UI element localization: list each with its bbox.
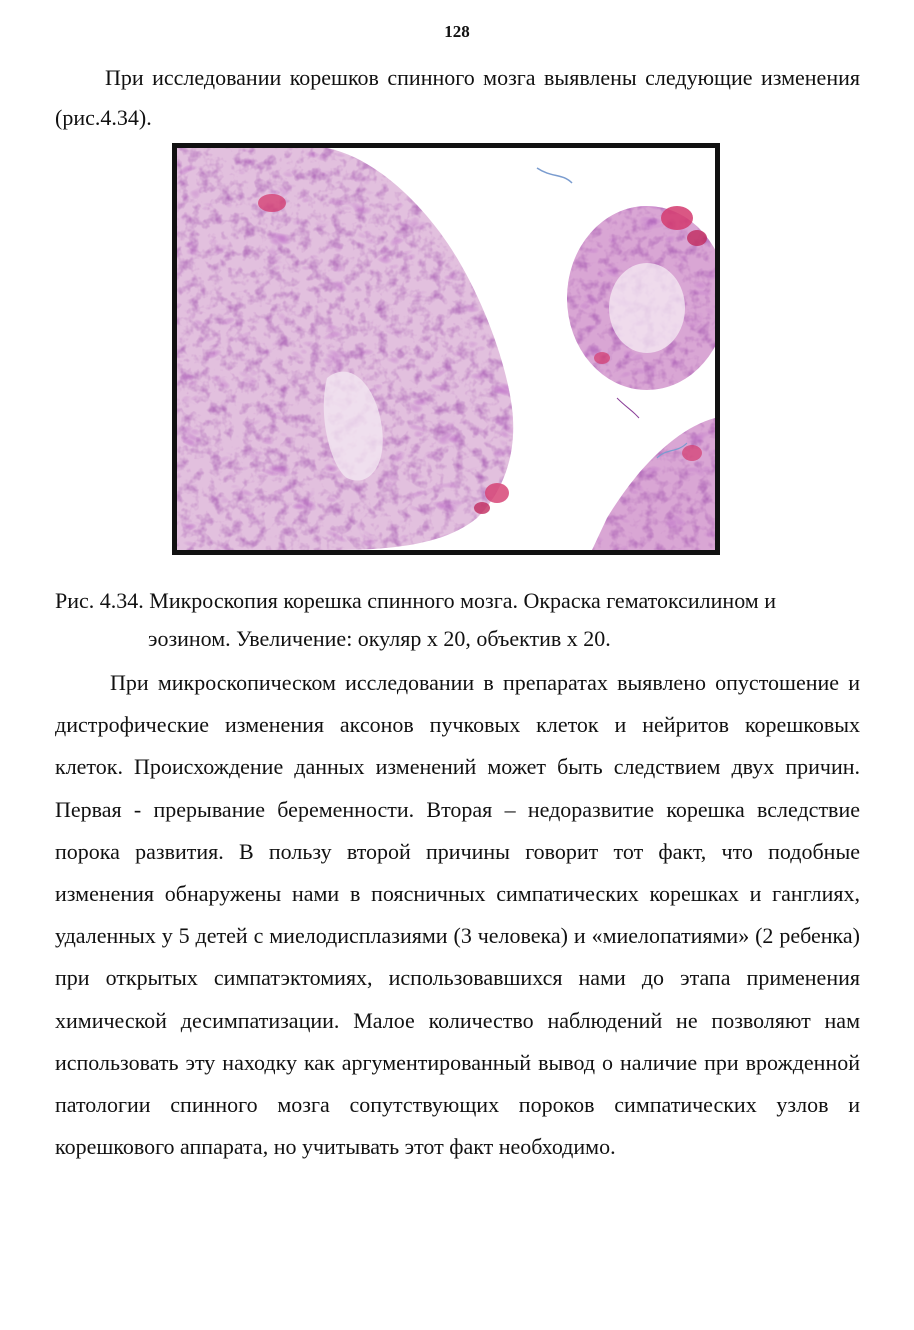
body-paragraph: При микроскопическом исследовании в препаратах выявлено опустошение и дистрофические изменения аксонов пучковых клеток и нейритов корешковых клеток. Происхождение данных изменений может быть следствием двух причин. Первая - прерывание беременности. Вторая – недоразвитие корешка вследствие порока развития. В пользу второй причины говорит тот факт, что подобные изменения обнаружены нами в поясничных симпатических корешках и ганглиях, удаленных у 5 детей с миелодисплазиями (3 человека) и «миелопатиями» (2 ребенка) при открытых симпатэктомиях, использовавшихся нами до этапа применения химической десимпатизации. Малое количество наблюдений не позволяют нам использовать эту находку как аргументированный вывод о наличие при врожденной патологии спинного мозга сопутствующих пороков симпатических узлов и корешкового аппарата, но учитывать этот факт необходимо.	[55, 670, 860, 1160]
caption-line-1: Рис. 4.34. Микроскопия корешка спинного мозга. Окраска гематоксилином и	[55, 588, 776, 613]
intro-paragraph: При исследовании корешков спинного мозга выявлены следующие изменения (рис.4.34).	[55, 65, 860, 130]
page-number: 128	[444, 22, 470, 41]
micrograph-image	[177, 148, 715, 550]
caption-line-2: эозином. Увеличение: окуляр x 20, объектив x 20.	[148, 626, 611, 651]
micrograph-figure	[172, 143, 720, 555]
figure-caption	[55, 582, 865, 658]
